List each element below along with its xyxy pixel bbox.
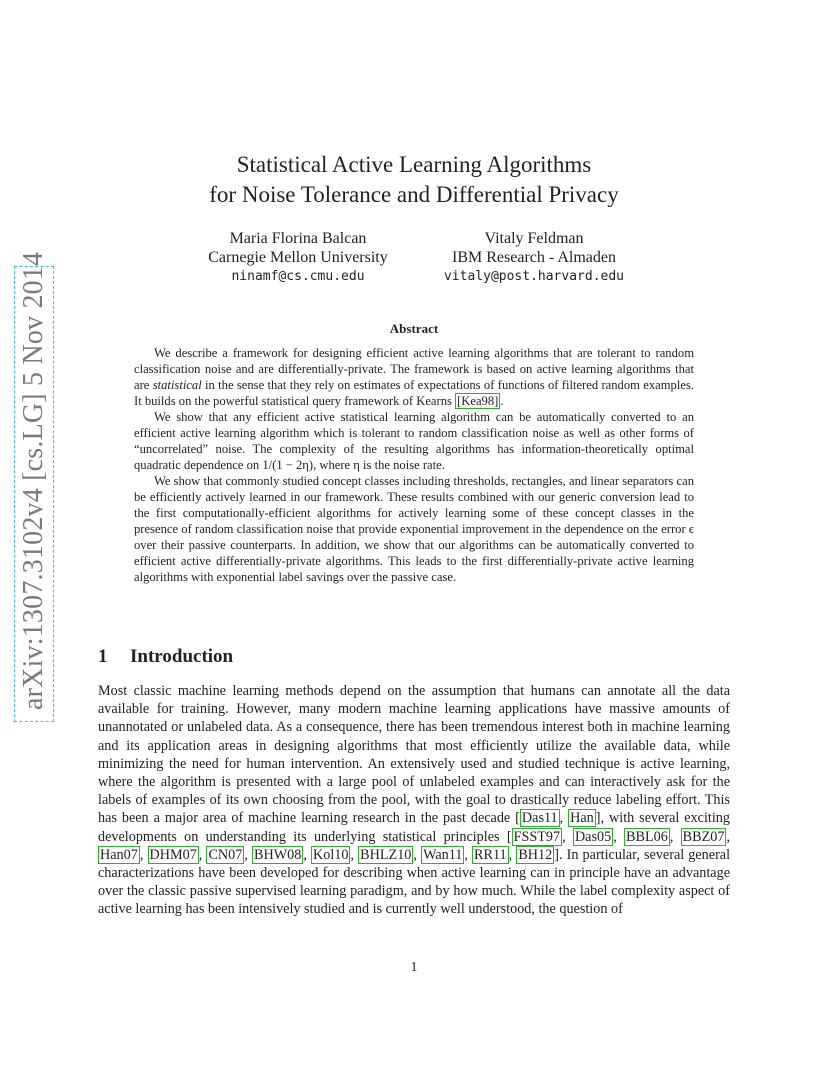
abstract-paragraph-1	[134, 345, 694, 409]
citation-link[interactable]: BBZ07	[682, 828, 725, 845]
paper-title	[0, 150, 828, 210]
title-line-1: Statistical Active Learning Algorithms	[236, 152, 592, 177]
body-text: . In particular, several general characterizations have been developed for describing when active learning can in principle have an advantage over the classic passive supervised learning paradigm, and by how much. While the label complexity aspect of active learning has been intensively studied and is currently well understood, the question of	[98, 846, 731, 918]
author-name: Maria Florina Balcan	[229, 230, 367, 247]
author-affiliation: Carnegie Mellon University	[208, 249, 388, 266]
author-email[interactable]: vitaly@post.harvard.edu	[443, 269, 624, 284]
author-1	[178, 229, 418, 286]
citation-link[interactable]: Han	[570, 810, 594, 827]
citation-link[interactable]: [Kea98]	[457, 394, 499, 408]
intro-paragraph: Most classic machine learning methods depend on the assumption that humans can annotate all the data available for training. However, many modern machine learning applications have massive amounts of unannotated or unlabeled data. As a consequence, there has been tremendous interest both in machine learning and its application areas in designing algorithms that most efficiently utilize the available data, while minimizing the need for human intervention. An extensively used and studied technique is active learning, where the algorithm is presented with a large pool of unlabeled examples and can interactively ask for the labels of examples of its own choosing from the pool, with the goal to drastically reduce labeling effort. This has been a major area of machine learning research in the past decade [ Das11 , Han ], with several exciting developments on understanding its underlying statistical principles [ FSST97 , Das05 , BBL06 , BBZ07 , Han07 , DHM07 , CN07 , BHW08 , Kol10 , BHLZ10 , Wan11 , RR11 , BH12 ]. In particular, several general characterizations have been developed for describing when active learning can in principle have an advantage over the classic passive supervised learning paradigm, and by how much. While the label complexity aspect of active learning has been intensively studied and is currently well understood, the question of	[98, 683, 731, 918]
abstract-text: in the sense that they rely on estimates of expectations of functions of filtered random examples. It builds on the powerful statistical query framework of Kearns	[134, 378, 694, 408]
body-text: , with several exciting developments on understanding its underlying statistical principles	[98, 810, 730, 845]
citation-link[interactable]: Han07	[100, 846, 138, 863]
citation-link[interactable]: CN07	[208, 846, 243, 863]
page-number: 1	[410, 960, 418, 975]
citation-link[interactable]: Kol10	[313, 846, 349, 863]
abstract-paragraph-2: We show that any efficient active statistical learning algorithm can be automatically converted to an efficient active learning algorithm which is tolerant to random classification noise as well as other forms of “uncorrelated” noise. The complexity of the resulting algorithms has information-theoretically optimal quadratic dependence on 1/(1 − 2η), where η is the noise rate.	[134, 410, 694, 472]
citation-link[interactable]: BBL06	[626, 828, 668, 845]
citation-link[interactable]: Wan11	[423, 846, 463, 863]
section-number: 1	[98, 646, 108, 667]
citation-link[interactable]: FSST97	[513, 828, 561, 845]
section-heading	[98, 646, 233, 668]
abstract-paragraph-3: We show that commonly studied concept classes including thresholds, rectangles, and linear separators can be efficiently actively learned in our framework. These results combined with our generic conversion lead to the first computationally-efficient algorithms for actively learning some of these concept classes in the presence of random classification noise that provide exponential improvement in the dependence on the error ϵ over their passive counterparts. In addition, we show that our algorithms can be automatically converted to efficient active differentially-private algorithms. This leads to the first differentially-private active learning algorithms with exponential label savings over the passive case.	[134, 474, 694, 584]
citation-link[interactable]: BHLZ10	[360, 846, 412, 863]
section-title: Introduction	[130, 646, 234, 667]
citation-link[interactable]: BH12	[518, 846, 553, 863]
abstract-text: We describe a framework for designing efficient active learning algorithms that are tolerant to random classification noise and are differentially-private. The framework is based on active learning algorithms that are	[134, 346, 694, 392]
title-line-2: for Noise Tolerance and Differential Privacy	[209, 182, 619, 207]
citation-link[interactable]: BHW08	[254, 846, 302, 863]
author-2	[414, 229, 654, 286]
author-email[interactable]: ninamf@cs.cmu.edu	[231, 269, 365, 284]
citation-link[interactable]: RR11	[474, 846, 507, 863]
citation-link[interactable]: DHM07	[149, 846, 197, 863]
body-text: Most classic machine learning methods depend on the assumption that humans can annotate all the data available for training. However, many modern machine learning applications have massive amounts of unannotated or unlabeled data. As a consequence, there has been tremendous interest both in machine learning and its application areas in designing algorithms that most efficiently utilize the available data, while minimizing the need for human intervention. An extensively used and studied technique is active learning, where the algorithm is presented with a large pool of unlabeled examples and can interactively ask for the labels of examples of its own choosing from the pool, with the goal to drastically reduce labeling effort. This has been a major area of machine learning research in the past decade	[98, 683, 730, 827]
abstract-heading: Abstract	[389, 321, 439, 336]
arxiv-identifier[interactable]: arXiv:1307.3102v4 [cs.LG] 5 Nov 2014	[18, 251, 49, 710]
author-name: Vitaly Feldman	[484, 230, 584, 247]
abstract-body	[134, 345, 694, 585]
citation-link[interactable]: Das05	[574, 828, 612, 845]
abstract-text: .	[500, 394, 504, 408]
author-affiliation: IBM Research - Almaden	[452, 249, 616, 266]
citation-link[interactable]: Das11	[521, 810, 558, 827]
abstract-emphasis: statistical	[152, 378, 202, 392]
